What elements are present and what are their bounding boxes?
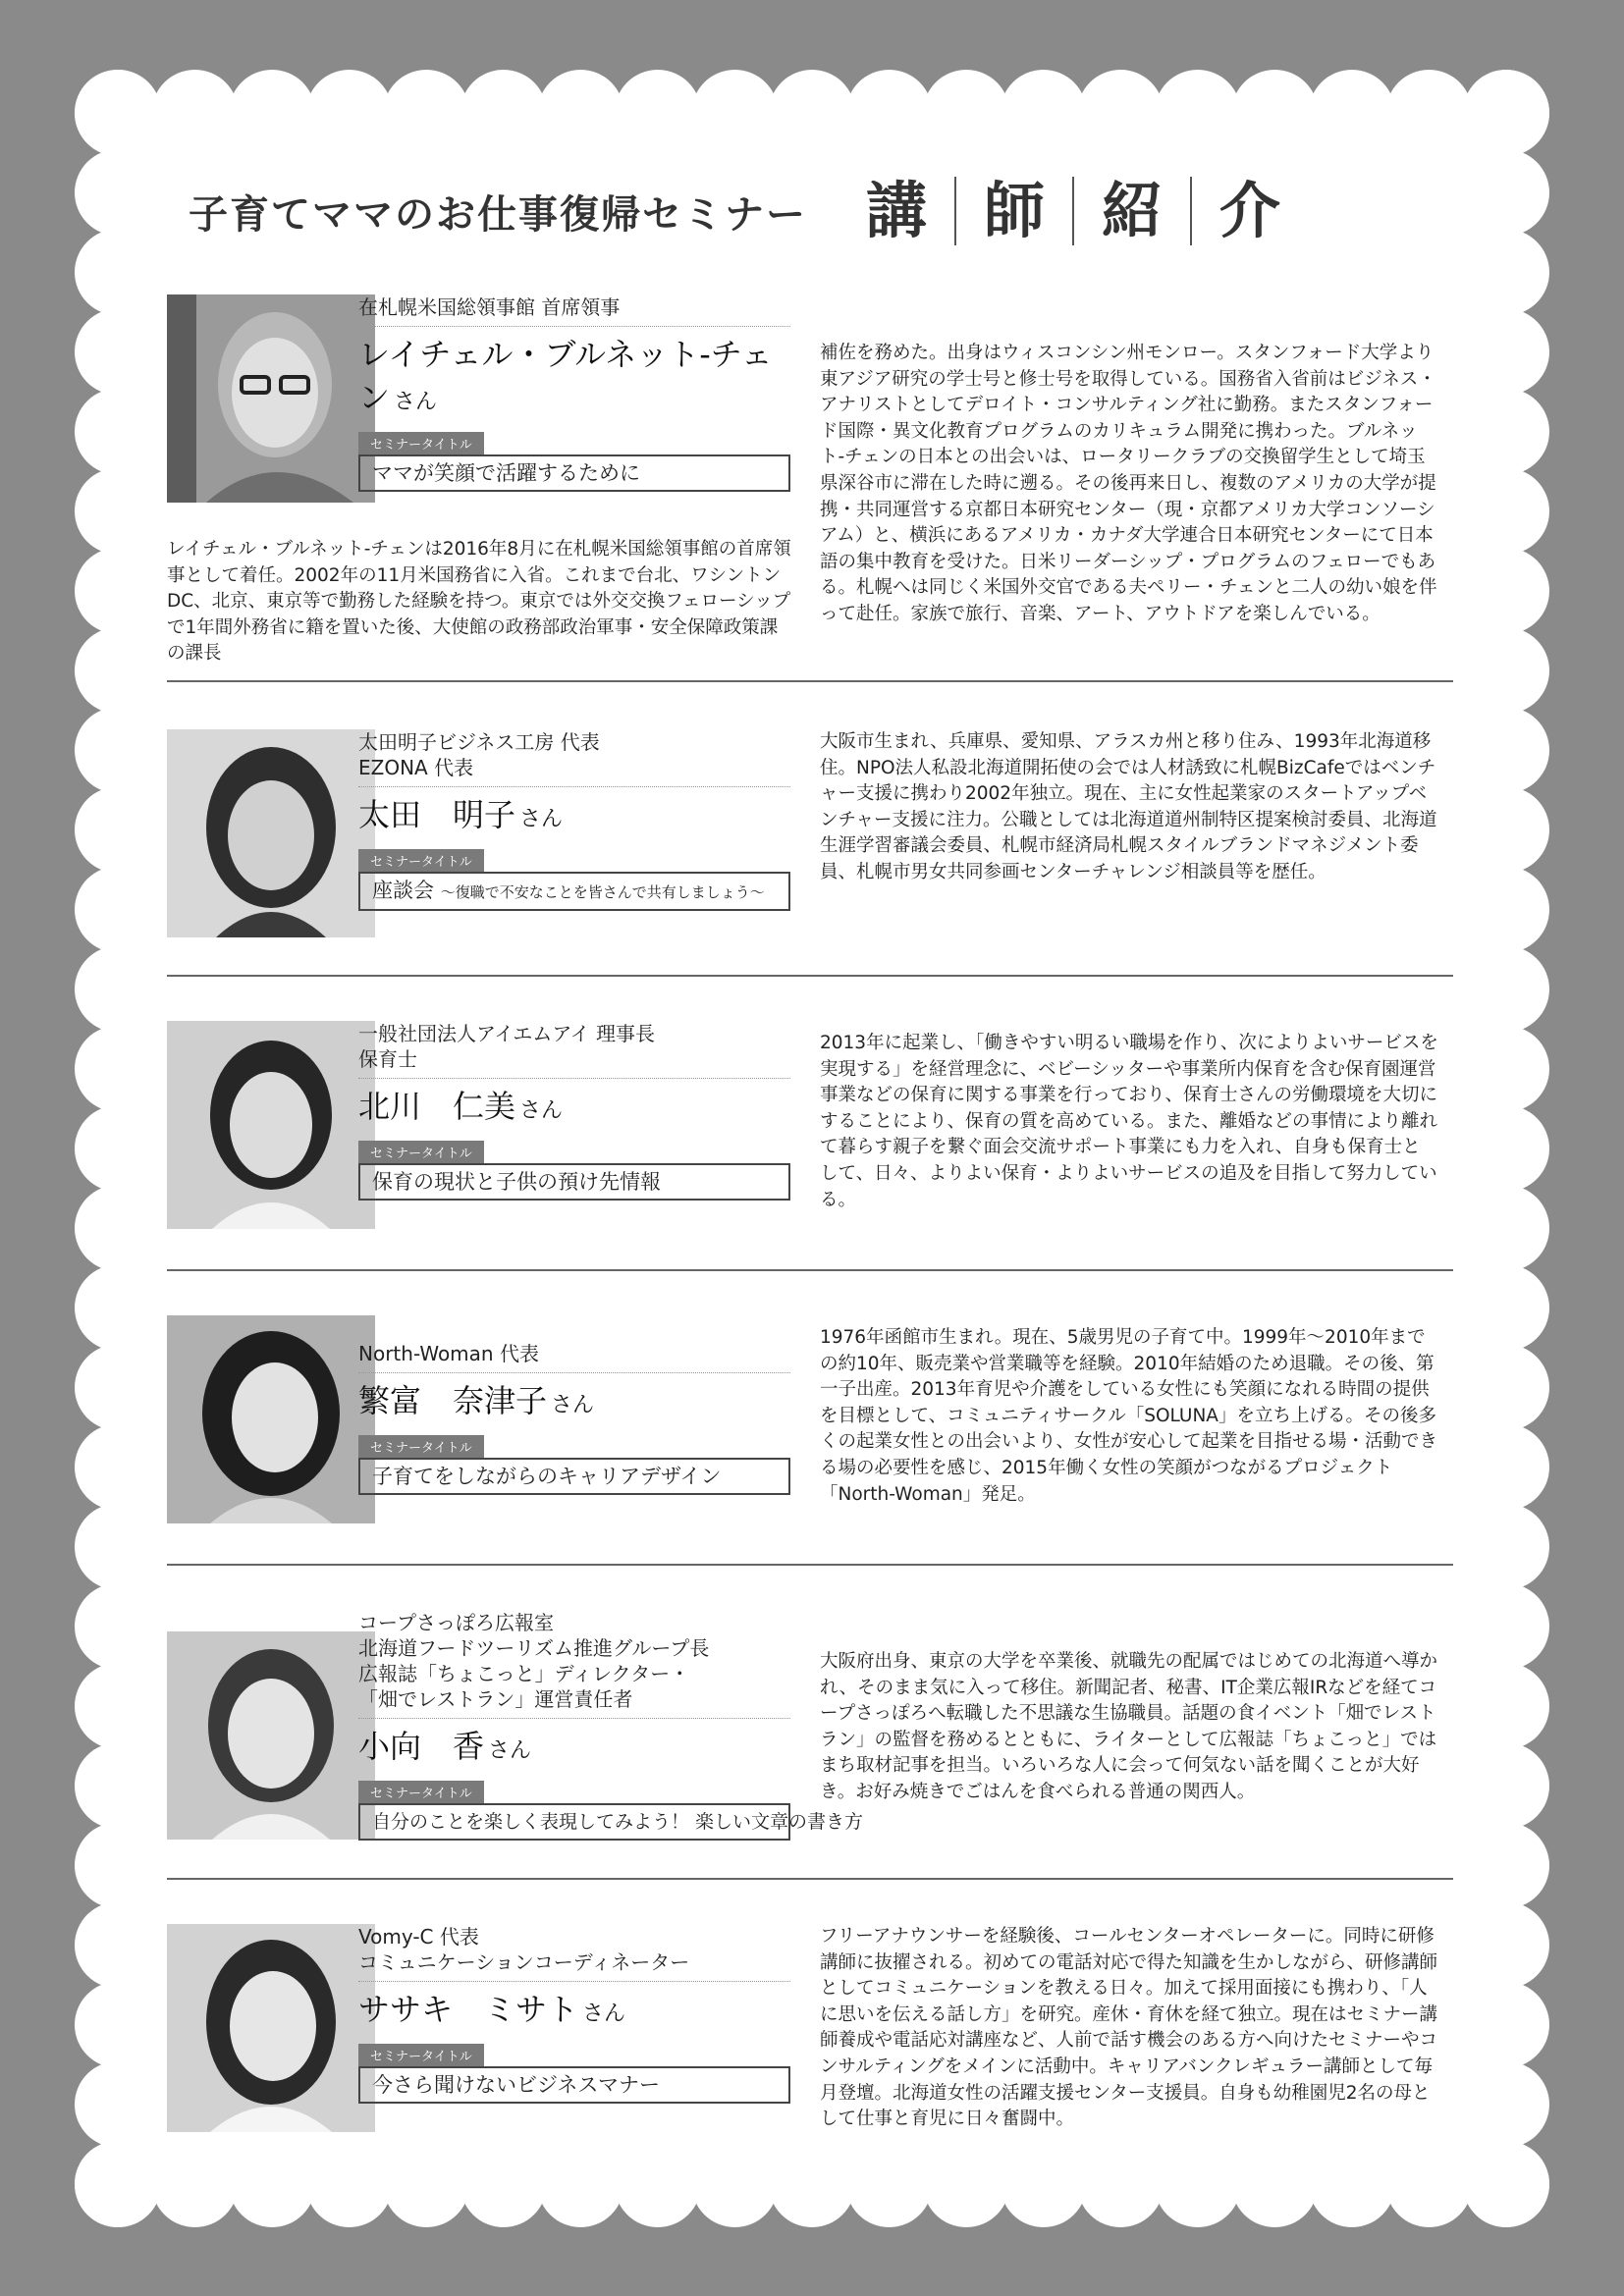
honorific: さん <box>488 1738 532 1763</box>
title-char: 紹 <box>1102 175 1164 246</box>
speaker-info <box>358 1315 790 1495</box>
speaker-bio-part1: レイチェル・ブルネット-チェンは2016年8月に在札幌米国総領事館の首席領事として着任。2002年の11月米国務省に入省。これまで台北、ワシントンDC、北京、東京等で勤務した経験を持つ。東京では外交交換フェローシップで1年間外務省に籍を置いた後、大使館の政務部政治軍事・安全保障政策課の課長 <box>167 539 791 665</box>
speaker-name <box>358 1988 790 2036</box>
speaker-name-text: 北川 仁美 <box>358 1088 516 1125</box>
speaker-photo <box>167 1315 375 1523</box>
speaker-name <box>358 793 790 841</box>
seminar-title <box>358 1163 790 1201</box>
seminar-title-tab: セミナータイトル <box>358 2044 484 2066</box>
seminar-title-text: 保育の現状と子供の預け先情報 <box>372 1170 661 1194</box>
section-divider <box>167 1878 1453 1880</box>
speaker-photo <box>167 1631 375 1840</box>
title-char: 介 <box>1219 175 1281 246</box>
seminar-title-text: 自分のことを楽しく表現してみよう！ 楽しい文章の書き方 <box>372 1811 864 1833</box>
seminar-title-tab: セミナータイトル <box>358 1141 484 1163</box>
page-title <box>866 177 1308 245</box>
speaker-organization: 在札幌米国総領事館 首席領事 <box>358 294 790 327</box>
speaker-info <box>358 1924 790 2104</box>
speaker-bio: 補佐を務めた。出身はウィスコンシン州モンロー。スタンフォード大学より東アジア研究の学士号と修士号を取得している。国務省入省前はビジネス・アナリストとしてデロイト・コンサルティング社に勤務。またスタンフォード国際・異文化教育プログラムのカリキュラム開発に携わった。ブルネット-チェンの日本との出会いは、ロータリークラブの交換留学生として埼玉県深谷市に滞在した時に遡る。その後再来日し、複数のアメリカの大学が提携・共同運営する京都日本研究センター（現・京都アメリカ大学コンソーシアム）と、横浜にあるアメリカ・カナダ大学連合日本研究センターにて日本語の集中教育を受けた。日米リーダーシップ・プログラムのフェローでもある。札幌へは同じく米国外交官である夫ペリー・チェンと二人の幼い娘を伴って赴任。家族で旅行、音楽、アート、アウトドアを楽しんでいる。 <box>820 343 1437 624</box>
section-divider <box>167 680 1453 682</box>
speaker-name <box>358 1379 790 1427</box>
speaker-name <box>358 333 790 424</box>
speaker-info <box>358 1021 790 1201</box>
speaker-info <box>358 729 790 911</box>
page <box>118 113 1506 2184</box>
honorific: さん <box>394 390 438 414</box>
speaker-name-text: 繁富 奈津子 <box>358 1382 548 1419</box>
seminar-title-text: 座談会 <box>372 879 434 902</box>
speaker-bio: フリーアナウンサーを経験後、コールセンターオペレーターに。同時に研修講師に抜擢される。初めての電話対応で得た知識を生かしながら、研修講師としてコミュニケーションを教える日々。加えて採用面接にも携わり、「人に思いを伝える話し方」を研究。産休・育休を経て独立。現在はセミナー講師養成や電話応対講座など、人前で話す機会のある方へ向けたセミナーやコンサルティングをメインに活動中。キャリアバンクレギュラー講師として毎月登壇。北海道女性の活躍支援センター支援員。自身も幼稚園児2名の母として仕事と育児に日々奮闘中。 <box>820 1926 1438 2130</box>
seminar-title <box>358 872 790 911</box>
seminar-title <box>358 2066 790 2104</box>
seminar-title <box>358 1458 790 1495</box>
honorific: さん <box>582 2002 626 2026</box>
speaker-info <box>358 1610 864 1841</box>
speaker-organization: コープさっぽろ広報室 北海道フードツーリズム推進グループ長 広報誌「ちょこっと」ディレクター・ 「畑でレストラン」運営責任者 <box>358 1610 790 1719</box>
section-divider <box>167 975 1453 977</box>
seminar-title-tab: セミナータイトル <box>358 1781 484 1803</box>
speaker-bio: 2013年に起業し、「働きやすい明るい職場を作り、次によりよいサービスを実現する」を経営理念に、ベビーシッターや事業所内保育を含む保育園運営事業などの保育に関する事業を行っており、保育士さんの労働環境を大切にすることにより、保育の質を高めている。また、離婚などの事情により離れて暮らす親子を繋ぐ面会交流サポート事業にも力を入れ、自身も保育士として、日々、よりよい保育・よりよいサービスの追及を目指して努力している。 <box>820 1033 1438 1210</box>
honorific: さん <box>519 1098 564 1123</box>
speaker-organization: 一般社団法人アイエムアイ 理事長 保育士 <box>358 1021 790 1079</box>
seminar-title <box>358 454 790 492</box>
speaker-name-text: レイチェル・ブルネット-チェン <box>358 336 773 416</box>
seminar-name: 子育てママのお仕事復帰セミナー <box>189 191 807 238</box>
speaker-photo <box>167 1021 375 1229</box>
speaker-name-text: ササキ ミサト <box>358 1991 579 2028</box>
speaker-info <box>358 294 790 492</box>
seminar-title-tab: セミナータイトル <box>358 849 484 872</box>
speaker-organization: Vomy-C 代表 コミュニケーションコーディネーター <box>358 1924 790 1982</box>
speaker-organization: 太田明子ビジネス工房 代表 EZONA 代表 <box>358 729 790 787</box>
speaker-organization: North-Woman 代表 <box>358 1315 790 1373</box>
speaker-name <box>358 1725 790 1773</box>
speaker-bio: 大阪府出身、東京の大学を卒業後、就職先の配属ではじめての北海道へ導かれ、そのまま気に入って移住。新聞記者、秘書、IT企業広報IRなどを経てコープさっぽろへ転職した不思議な生協職員。話題の食イベント「畑でレストラン」の監督を務めるとともに、ライターとして広報誌「ちょこっと」ではまち取材記事を担当。いろいろな人に会って何気ない話を聞くことが大好き。お好み焼きでごはんを食べられる普通の関西人。 <box>820 1651 1438 1802</box>
seminar-title-tab: セミナータイトル <box>358 1435 484 1458</box>
seminar-title-tab: セミナータイトル <box>358 432 484 454</box>
speaker-name-text: 小向 香 <box>358 1728 485 1765</box>
speaker-bio: 1976年函館市生まれ。現在、5歳男児の子育て中。1999年～2010年までの約10年、販売業や営業職等を経験。2010年結婚のため退職。その後、第一子出産。2013年育児や介護をしている女性にも笑顔になれる時間の提供を目標として、コミュニティサークル「SOLUNA」を立ち上げる。その後多くの起業女性との出会いより、女性が安心して起業を目指せる場・活動できる場の必要性を感じ、2015年働く女性の笑顔がつながるプロジェクト「North-Woman」発足。 <box>820 1327 1438 1505</box>
honorific: さん <box>519 807 564 831</box>
speaker-photo <box>167 1924 375 2132</box>
speaker-name <box>358 1085 790 1133</box>
speaker-bio: 大阪市生まれ、兵庫県、愛知県、アラスカ州と移り住み、1993年北海道移住。NPO法人私設北海道開拓使の会では人材誘致に札幌BizCafeではベンチャー支援に携わり2002年独立。現在、主に女性起業家のスタートアップベンチャー支援に注力。公職としては北海道道州制特区提案検討委員、北海道生涯学習審議会委員、札幌市経済局札幌スタイルブランドマネジメント委員、札幌市男女共同参画センターチャレンジ相談員等を歴任。 <box>820 731 1437 882</box>
seminar-title <box>358 1803 864 1841</box>
speaker-name-text: 太田 明子 <box>358 796 516 833</box>
speaker-photo <box>167 729 375 937</box>
seminar-title-text: 今さら聞けないビジネスマナー <box>372 2073 660 2097</box>
section-divider <box>167 1564 1453 1566</box>
honorific: さん <box>551 1393 595 1417</box>
section-divider <box>167 1269 1453 1271</box>
page-header <box>189 172 1504 250</box>
title-char: 講 <box>866 175 928 246</box>
speaker-photo <box>167 294 375 503</box>
title-char: 師 <box>984 175 1046 246</box>
seminar-title-text: ママが笑顔で活躍するために <box>372 461 640 485</box>
seminar-title-text: 子育てをしながらのキャリアデザイン <box>372 1465 722 1488</box>
seminar-subtitle: ～復職で不安なことを皆さんで共有しましょう～ <box>440 883 765 901</box>
